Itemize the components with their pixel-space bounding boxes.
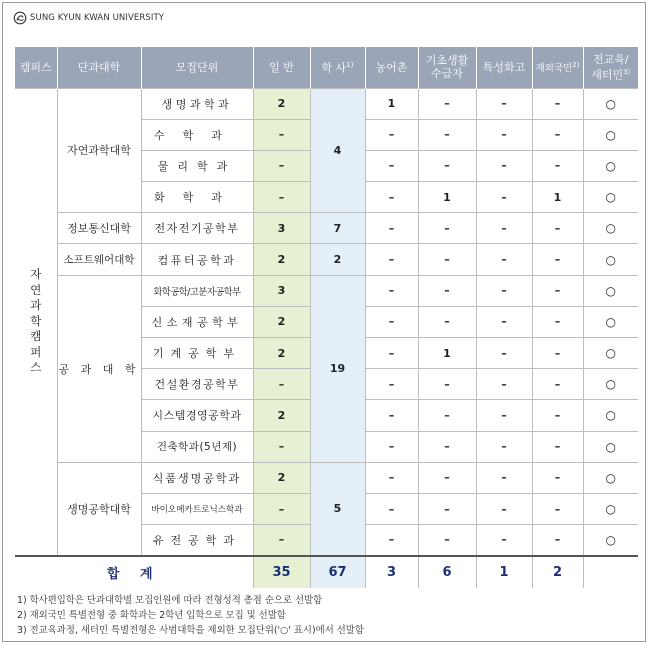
basic-cell: – <box>418 275 476 306</box>
header-basic-line2: 수급자 <box>431 67 463 81</box>
dept-cell: 수학과 <box>141 119 253 150</box>
table-row <box>15 462 638 493</box>
basic-cell: – <box>418 431 476 462</box>
transfer-cell: 2 <box>310 244 365 275</box>
basic-cell: 1 <box>418 338 476 369</box>
special-cell: – <box>476 244 532 275</box>
farm-cell: – <box>365 400 418 431</box>
campus-name: 자 연 과 학 캠 퍼 스 <box>30 267 42 375</box>
edu-cell: ○ <box>583 525 638 556</box>
foreign-cell: – <box>532 150 583 181</box>
total-row <box>15 556 638 588</box>
special-cell: – <box>476 213 532 244</box>
dept-cell: 물리학과 <box>141 150 253 181</box>
transfer-merged-natural: 4 <box>310 88 365 213</box>
special-cell: – <box>476 275 532 306</box>
header-special: 특성화고 <box>476 47 532 88</box>
header-foreign-note: 2) <box>572 61 580 70</box>
page-frame <box>2 2 646 642</box>
special-cell: – <box>476 462 532 493</box>
header-transfer-label: 학 사 <box>321 62 347 76</box>
footnote-1: 1) 학사편입학은 단과대학별 모집인원에 따라 전형성적 총점 순으로 선발함 <box>17 595 323 606</box>
farm-cell: – <box>365 338 418 369</box>
special-cell: – <box>476 493 532 524</box>
farm-cell: – <box>365 244 418 275</box>
general-cell: – <box>253 493 310 524</box>
table-row <box>15 275 638 306</box>
header-foreign-label: 재외국민 <box>535 63 573 75</box>
foreign-cell: – <box>532 493 583 524</box>
college-engineering: 공 과 대 학 <box>57 275 141 462</box>
table-row <box>15 88 638 119</box>
general-cell: 2 <box>253 306 310 337</box>
college-software: 소프트웨어대학 <box>57 244 141 275</box>
header-campus: 캠퍼스 <box>15 47 57 88</box>
farm-cell: – <box>365 431 418 462</box>
dept-cell: 바이오메카트로닉스학과 <box>141 493 253 524</box>
total-foreign: 2 <box>532 556 583 588</box>
footnote-2: 2) 재외국민 특별전형 중 화학과는 2학년 입학으로 모집 및 선발함 <box>17 610 286 621</box>
foreign-cell: – <box>532 119 583 150</box>
header-unit: 모집단위 <box>141 47 253 88</box>
table-row <box>15 213 638 244</box>
foreign-cell: – <box>532 525 583 556</box>
special-cell: – <box>476 525 532 556</box>
general-cell: – <box>253 182 310 213</box>
footnotes <box>17 593 364 638</box>
special-cell: – <box>476 182 532 213</box>
basic-cell: – <box>418 525 476 556</box>
header-edu <box>583 47 638 88</box>
dept-cell: 식품생명공학과 <box>141 462 253 493</box>
transfer-cell: 7 <box>310 213 365 244</box>
foreign-cell: – <box>532 369 583 400</box>
dept-cell: 건축학과(5년제) <box>141 431 253 462</box>
header-general: 일 반 <box>253 47 310 88</box>
dept-cell: 전자전기공학부 <box>141 213 253 244</box>
college-life: 생명공학대학 <box>57 462 141 556</box>
basic-cell: – <box>418 462 476 493</box>
general-cell: 2 <box>253 338 310 369</box>
dept-cell: 시스템경영공학과 <box>141 400 253 431</box>
total-transfer: 67 <box>310 556 365 588</box>
edu-cell: ○ <box>583 431 638 462</box>
foreign-cell: – <box>532 275 583 306</box>
total-edu <box>583 556 638 588</box>
basic-cell: – <box>418 213 476 244</box>
edu-cell: ○ <box>583 150 638 181</box>
general-cell: 3 <box>253 213 310 244</box>
header-edu-line2: 새터민 <box>591 68 624 82</box>
special-cell: – <box>476 306 532 337</box>
header-transfer <box>310 47 365 88</box>
basic-cell: – <box>418 150 476 181</box>
special-cell: – <box>476 400 532 431</box>
college-natural: 자연과학대학 <box>57 88 141 213</box>
foreign-cell: – <box>532 338 583 369</box>
basic-cell: – <box>418 400 476 431</box>
farm-cell: – <box>365 493 418 524</box>
general-cell: 2 <box>253 400 310 431</box>
header-basic <box>418 47 476 88</box>
total-general: 35 <box>253 556 310 588</box>
edu-cell: ○ <box>583 462 638 493</box>
farm-cell: – <box>365 369 418 400</box>
edu-cell: ○ <box>583 493 638 524</box>
farm-cell: – <box>365 150 418 181</box>
basic-cell: – <box>418 119 476 150</box>
total-farm: 3 <box>365 556 418 588</box>
table-row <box>15 244 638 275</box>
special-cell: – <box>476 150 532 181</box>
special-cell: – <box>476 338 532 369</box>
general-cell: 3 <box>253 275 310 306</box>
dept-cell: 컴퓨터공학과 <box>141 244 253 275</box>
basic-cell: – <box>418 88 476 119</box>
general-cell: 2 <box>253 88 310 119</box>
foreign-cell: – <box>532 431 583 462</box>
foreign-cell: 1 <box>532 182 583 213</box>
header-edu-note: 3) <box>623 67 631 76</box>
foreign-cell: – <box>532 462 583 493</box>
transfer-merged-engineering: 19 <box>310 275 365 462</box>
farm-cell: – <box>365 213 418 244</box>
admission-quota-table <box>15 47 638 588</box>
university-name: SUNG KYUN KWAN UNIVERSITY <box>30 13 165 23</box>
dept-cell: 기계공학부 <box>141 338 253 369</box>
total-basic: 6 <box>418 556 476 588</box>
foreign-cell: – <box>532 213 583 244</box>
special-cell: – <box>476 431 532 462</box>
header-edu-line1: 전교육/ <box>592 52 629 66</box>
farm-cell: – <box>365 119 418 150</box>
farm-cell: – <box>365 275 418 306</box>
campus-cell <box>15 88 57 556</box>
edu-cell: ○ <box>583 119 638 150</box>
general-cell: – <box>253 525 310 556</box>
edu-cell: ○ <box>583 400 638 431</box>
foreign-cell: – <box>532 400 583 431</box>
university-logo <box>13 11 164 25</box>
farm-cell: – <box>365 462 418 493</box>
header-farm: 농어촌 <box>365 47 418 88</box>
basic-cell: – <box>418 244 476 275</box>
university-emblem-icon <box>13 11 27 25</box>
general-cell: – <box>253 150 310 181</box>
header-transfer-note: 1) <box>346 61 354 70</box>
general-cell: 2 <box>253 462 310 493</box>
dept-cell: 화학공학/고분자공학부 <box>141 275 253 306</box>
general-cell: – <box>253 369 310 400</box>
header-college: 단과대학 <box>57 47 141 88</box>
special-cell: – <box>476 88 532 119</box>
dept-cell: 생명과학과 <box>141 88 253 119</box>
foreign-cell: – <box>532 88 583 119</box>
edu-cell: ○ <box>583 306 638 337</box>
basic-cell: – <box>418 493 476 524</box>
dept-cell: 유전공학과 <box>141 525 253 556</box>
general-cell: – <box>253 431 310 462</box>
edu-cell: ○ <box>583 182 638 213</box>
special-cell: – <box>476 369 532 400</box>
table-header-row <box>15 47 638 88</box>
farm-cell: – <box>365 182 418 213</box>
farm-cell: 1 <box>365 88 418 119</box>
edu-cell: ○ <box>583 213 638 244</box>
dept-cell: 신소재공학부 <box>141 306 253 337</box>
total-label: 합 계 <box>15 556 253 588</box>
foreign-cell: – <box>532 244 583 275</box>
transfer-merged-life: 5 <box>310 462 365 556</box>
edu-cell: ○ <box>583 275 638 306</box>
dept-cell: 건설환경공학부 <box>141 369 253 400</box>
general-cell: – <box>253 119 310 150</box>
dept-cell: 화학과 <box>141 182 253 213</box>
farm-cell: – <box>365 525 418 556</box>
college-ict: 정보통신대학 <box>57 213 141 244</box>
foreign-cell: – <box>532 306 583 337</box>
general-cell: 2 <box>253 244 310 275</box>
special-cell: – <box>476 119 532 150</box>
edu-cell: ○ <box>583 88 638 119</box>
farm-cell: – <box>365 306 418 337</box>
edu-cell: ○ <box>583 244 638 275</box>
basic-cell: – <box>418 369 476 400</box>
edu-cell: ○ <box>583 338 638 369</box>
edu-cell: ○ <box>583 369 638 400</box>
header-foreign <box>532 47 583 88</box>
header-basic-line1: 기초생활 <box>425 54 469 68</box>
basic-cell: – <box>418 306 476 337</box>
total-special: 1 <box>476 556 532 588</box>
footnote-3: 3) 전교육과정, 새터민 특별전형은 사범대학을 제외한 모집단위('○' 표시)에서 선발함 <box>17 625 364 636</box>
basic-cell: 1 <box>418 182 476 213</box>
